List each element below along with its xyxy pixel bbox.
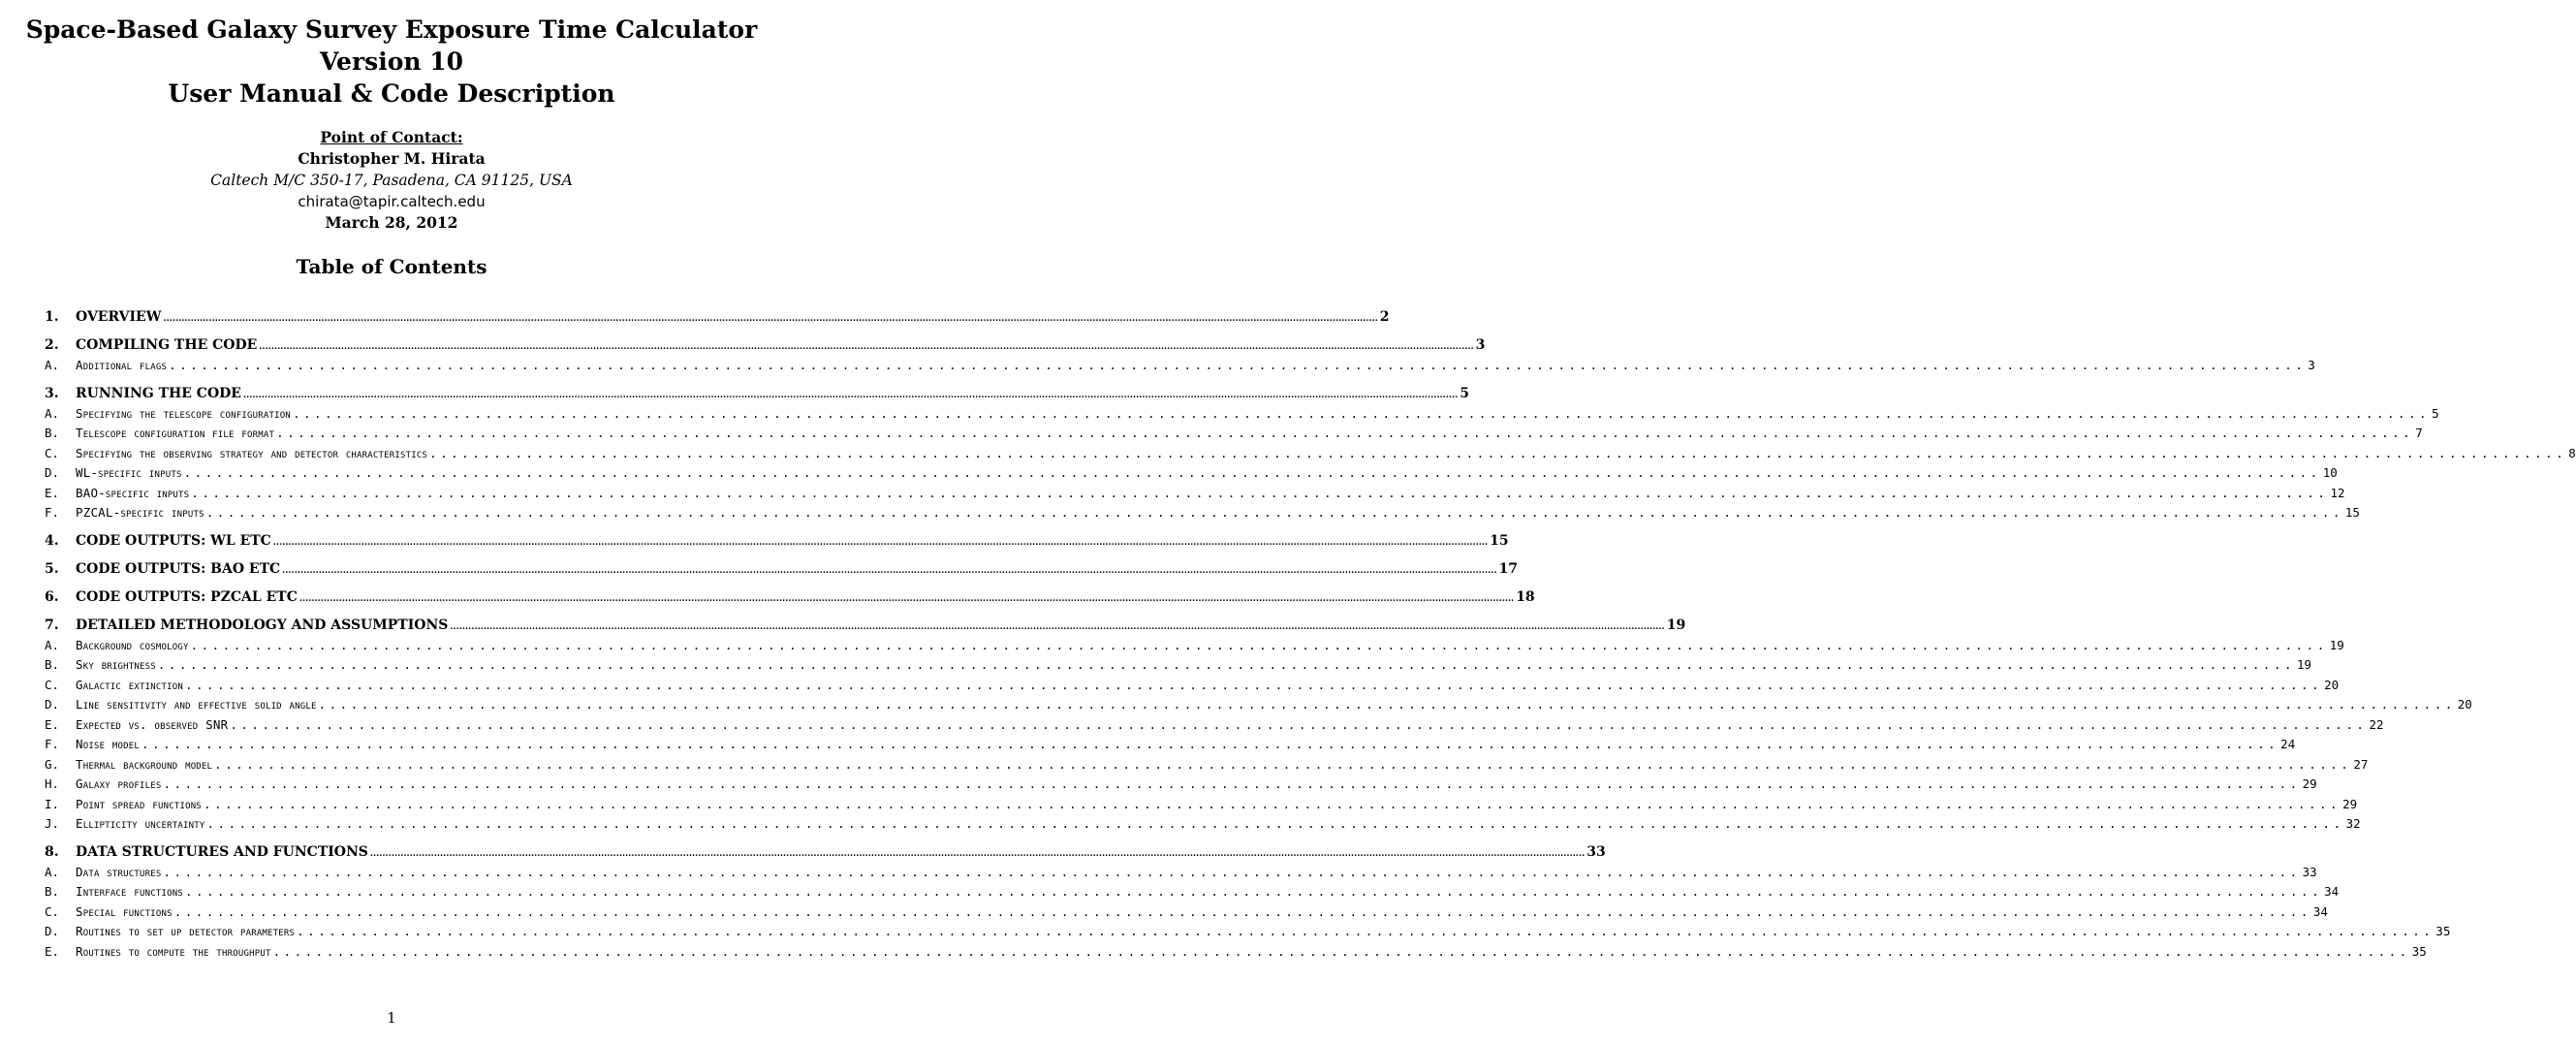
toc-subentry-title: Thermal background model	[76, 756, 213, 772]
toc-entry-number: 2.	[45, 337, 59, 353]
toc-subentry-title: Specifying the telescope configuration	[76, 405, 291, 421]
toc-subentry[interactable]	[45, 404, 2439, 425]
toc-subentry-page: 24	[2280, 737, 2296, 751]
toc-subentry-page: 20	[2457, 697, 2472, 712]
toc-entry-page: 3	[1475, 337, 1486, 353]
toc-leader-dots: ................................................................................................................................................................................................................................................................................................................................................................................................................	[450, 621, 1665, 632]
toc-section	[45, 530, 1509, 552]
toc-entry-title: DATA STRUCTURES AND FUNCTIONS	[76, 843, 368, 860]
toc-leader-dots: ................................................................................................................................................................................................................................................................................................................................................................................................................	[369, 848, 1586, 859]
toc-subentry-letter: E.	[45, 716, 60, 732]
toc-subentry[interactable]	[45, 463, 2338, 484]
toc-entry-page: 2	[1379, 309, 1390, 325]
toc-entry-page: 18	[1516, 588, 1535, 605]
toc-subentry-letter: A.	[45, 405, 60, 421]
toc-subentry-letter: B.	[45, 884, 60, 899]
toc-leader-dots: ................................................................................................................................................................................................................................................................................................................................................................................................................	[298, 593, 1515, 604]
toc-subentry-page: 34	[2324, 884, 2340, 899]
toc-subentry-page: 5	[2432, 405, 2439, 421]
toc-subentry-title: Additional flags	[76, 358, 168, 372]
toc-entry[interactable]	[45, 586, 1535, 608]
toc-subentry-page: 29	[2302, 776, 2317, 791]
toc-subentry[interactable]	[45, 922, 2451, 942]
toc-subentry-page: 7	[2415, 426, 2423, 440]
toc-subentry-title: Noise model	[76, 737, 141, 751]
toc-entry-title: CODE OUTPUTS: PZCAL ETC	[76, 588, 298, 605]
toc-subentry-page: 10	[2322, 465, 2338, 480]
toc-entry-page: 19	[1666, 617, 1686, 633]
toc-subentry-letter: J.	[45, 816, 60, 831]
toc-leader-dots: ................................................................................................................................................................................................................................................................................................................................................................................................................	[163, 314, 1378, 324]
toc-subentry-title: WL-specific inputs	[76, 465, 182, 480]
toc-entry-page: 17	[1498, 560, 1518, 577]
toc-subentry-letter: D.	[45, 697, 60, 712]
toc-entry-title: COMPILING THE CODE	[76, 337, 258, 353]
toc-leader-dots: ........................................................................................................................................................................................................	[163, 864, 2301, 879]
toc-subentry-title: Special functions	[76, 903, 173, 919]
toc-subentry-title: Expected vs. observed SNR	[76, 716, 229, 732]
toc-subentry-page: 3	[2308, 358, 2315, 372]
toc-section	[45, 558, 1518, 580]
toc-subentry[interactable]	[45, 715, 2384, 736]
toc-leader-dots: ........................................................................................................................................................................................................	[163, 776, 2301, 791]
toc-section	[45, 615, 2472, 835]
toc-entry-number: 7.	[45, 617, 59, 633]
toc-subentry-title: Line sensitivity and effective solid angle	[76, 697, 317, 712]
document-title-line-1: Space-Based Galaxy Survey Exposure Time Calculator	[25, 16, 758, 44]
toc-subentry-page: 33	[2302, 864, 2317, 879]
contact-address: Caltech M/C 350-17, Pasadena, CA 91125, USA	[210, 172, 573, 189]
toc-subentry-letter: B.	[45, 657, 60, 672]
toc-entry-number: 8.	[45, 843, 59, 860]
toc-entry-title: OVERVIEW	[76, 309, 162, 325]
toc-subentry-page: 19	[2329, 637, 2344, 652]
toc-entry-page: 5	[1460, 385, 1470, 401]
toc-subentry-title: Data structures	[76, 864, 162, 879]
toc-subentry-title: Interface functions	[76, 884, 183, 899]
toc-subentry-letter: F.	[45, 505, 60, 520]
toc-entry-number: 4.	[45, 532, 59, 549]
toc-leader-dots: ........................................................................................................................................................................................................	[205, 505, 2343, 520]
toc-entry[interactable]	[45, 334, 1486, 356]
toc-entry-title: RUNNING THE CODE	[76, 385, 241, 401]
toc-entry-title: CODE OUTPUTS: BAO ETC	[76, 560, 281, 577]
toc-subentry-letter: C.	[45, 445, 60, 460]
toc-subentry[interactable]	[45, 795, 2358, 815]
toc-leader-dots: ........................................................................................................................................................................................................	[429, 445, 2567, 460]
toc-entry[interactable]	[45, 841, 1606, 863]
page-number: 1	[387, 1009, 396, 1027]
toc-subentry-letter: E.	[45, 943, 60, 959]
table-of-contents	[45, 306, 2576, 968]
toc-subentry[interactable]	[45, 484, 2345, 504]
toc-subentry-letter: C.	[45, 903, 60, 919]
toc-subentry-title: Background cosmology	[76, 637, 189, 652]
contact-heading: Point of Contact:	[320, 128, 463, 146]
toc-entry-page: 15	[1490, 532, 1509, 549]
toc-subentry[interactable]	[45, 902, 2328, 923]
toc-subentry-letter: F.	[45, 737, 60, 751]
document-title-line-2: Version 10	[319, 47, 464, 76]
toc-entry-page: 33	[1586, 843, 1606, 860]
toc-entry[interactable]	[45, 383, 1470, 404]
document-date: March 28, 2012	[325, 213, 458, 232]
toc-subentry-title: Sky brightness	[76, 657, 156, 672]
toc-subentry[interactable]	[45, 735, 2296, 755]
toc-subentry[interactable]	[45, 695, 2472, 715]
toc-leader-dots: ........................................................................................................................................................................................................	[169, 358, 2307, 372]
toc-subentry-letter: B.	[45, 426, 60, 440]
toc-subentry[interactable]	[45, 503, 2360, 523]
toc-subentry-title: Galaxy profiles	[76, 776, 162, 791]
toc-subentry-title: Point spread functions	[76, 796, 202, 811]
toc-leader-dots: ........................................................................................................................................................................................................	[297, 924, 2435, 938]
toc-subentry-page: 29	[2342, 796, 2358, 811]
toc-subentry-title: Telescope configuration file format	[76, 426, 275, 440]
toc-subentry-letter: D.	[45, 924, 60, 938]
toc-entry-title: DETAILED METHODOLOGY AND ASSUMPTIONS	[76, 617, 449, 633]
toc-subentry-letter: E.	[45, 485, 60, 500]
toc-leader-dots: ........................................................................................................................................................................................................	[230, 716, 2368, 732]
toc-subentry-title: Routines to set up detector parameters	[76, 924, 296, 938]
toc-subentry-letter: G.	[45, 756, 60, 772]
toc-section	[45, 334, 2315, 376]
toc-subentry-letter: A.	[45, 358, 60, 372]
document-title-line-3: User Manual & Code Description	[168, 79, 615, 108]
toc-subentry-title: Ellipticity uncertainty	[76, 816, 205, 831]
toc-leader-dots: ................................................................................................................................................................................................................................................................................................................................................................................................................	[242, 390, 1459, 400]
toc-subentry-page: 19	[2297, 657, 2312, 672]
toc-entry[interactable]	[45, 615, 1686, 636]
contact-email: chirata@tapir.caltech.edu	[298, 193, 486, 210]
toc-subentry-page: 35	[2435, 924, 2451, 938]
toc-subentry-letter: C.	[45, 677, 60, 692]
toc-subentry-page: 12	[2330, 485, 2345, 500]
toc-section	[45, 306, 1390, 328]
toc-subentry[interactable]	[45, 356, 2315, 376]
toc-subentry-title: PZCAL-specific inputs	[76, 505, 204, 520]
toc-leader-dots: ........................................................................................................................................................................................................	[157, 657, 2296, 672]
toc-section	[45, 586, 1535, 608]
toc-leader-dots: ................................................................................................................................................................................................................................................................................................................................................................................................................	[259, 342, 1474, 352]
toc-section	[45, 383, 2576, 523]
toc-leader-dots: ........................................................................................................................................................................................................	[141, 737, 2279, 751]
toc-entry-number: 3.	[45, 385, 59, 401]
toc-subentry[interactable]	[45, 755, 2369, 775]
toc-subentry-page: 20	[2324, 677, 2340, 692]
toc-leader-dots: ........................................................................................................................................................................................................	[292, 405, 2431, 421]
toc-subentry[interactable]	[45, 676, 2340, 696]
toc-subentry-title: Specifying the observing strategy and detector characteristics	[76, 445, 428, 460]
toc-subentry-page: 35	[2411, 943, 2427, 959]
toc-subentry[interactable]	[45, 863, 2317, 883]
toc-heading: Table of Contents	[296, 255, 487, 278]
toc-subentry-letter: A.	[45, 637, 60, 652]
toc-leader-dots: ........................................................................................................................................................................................................	[206, 816, 2344, 831]
toc-leader-dots: ........................................................................................................................................................................................................	[190, 637, 2328, 652]
contact-name: Christopher M. Hirata	[298, 149, 486, 168]
toc-leader-dots: ........................................................................................................................................................................................................	[184, 884, 2323, 899]
toc-entry-number: 1.	[45, 309, 59, 325]
toc-subentry-letter: D.	[45, 465, 60, 480]
toc-subentry[interactable]	[45, 814, 2361, 835]
toc-entry-number: 6.	[45, 588, 59, 605]
toc-subentry-page: 8	[2568, 445, 2576, 460]
toc-subentry-letter: H.	[45, 776, 60, 791]
toc-subentry[interactable]	[45, 775, 2317, 795]
toc-leader-dots: ........................................................................................................................................................................................................	[184, 677, 2323, 692]
toc-leader-dots: ........................................................................................................................................................................................................	[203, 796, 2341, 811]
toc-subentry[interactable]	[45, 655, 2312, 676]
toc-leader-dots: ........................................................................................................................................................................................................	[272, 943, 2410, 959]
toc-leader-dots: ........................................................................................................................................................................................................	[318, 697, 2456, 712]
toc-subentry-letter: I.	[45, 796, 60, 811]
toc-leader-dots: ................................................................................................................................................................................................................................................................................................................................................................................................................	[272, 537, 1489, 548]
toc-subentry[interactable]	[45, 882, 2340, 902]
toc-subentry-page: 32	[2345, 816, 2361, 831]
toc-entry[interactable]	[45, 558, 1518, 580]
toc-subentry-title: Routines to compute the throughput	[76, 943, 271, 959]
toc-subentry[interactable]	[45, 424, 2423, 444]
toc-subentry-page: 34	[2312, 903, 2328, 919]
toc-leader-dots: ................................................................................................................................................................................................................................................................................................................................................................................................................	[282, 565, 1497, 576]
toc-entry[interactable]	[45, 306, 1390, 328]
toc-subentry-title: Galactic extinction	[76, 677, 183, 692]
toc-subentry-letter: A.	[45, 864, 60, 879]
toc-entry[interactable]	[45, 530, 1509, 552]
toc-subentry-page: 27	[2353, 756, 2369, 772]
toc-leader-dots: ........................................................................................................................................................................................................	[214, 756, 2352, 772]
toc-subentry-title: BAO-specific inputs	[76, 485, 190, 500]
toc-subentry-page: 15	[2344, 505, 2360, 520]
toc-entry-title: CODE OUTPUTS: WL ETC	[76, 532, 271, 549]
toc-entry-number: 5.	[45, 560, 59, 577]
toc-subentry[interactable]	[45, 444, 2576, 464]
toc-leader-dots: ........................................................................................................................................................................................................	[276, 426, 2414, 440]
toc-subentry-page: 22	[2369, 716, 2384, 732]
toc-subentry[interactable]	[45, 636, 2344, 656]
toc-subentry[interactable]	[45, 942, 2427, 963]
toc-leader-dots: ........................................................................................................................................................................................................	[173, 903, 2311, 919]
toc-leader-dots: ........................................................................................................................................................................................................	[191, 485, 2329, 500]
toc-section	[45, 841, 2451, 963]
toc-leader-dots: ........................................................................................................................................................................................................	[183, 465, 2321, 480]
